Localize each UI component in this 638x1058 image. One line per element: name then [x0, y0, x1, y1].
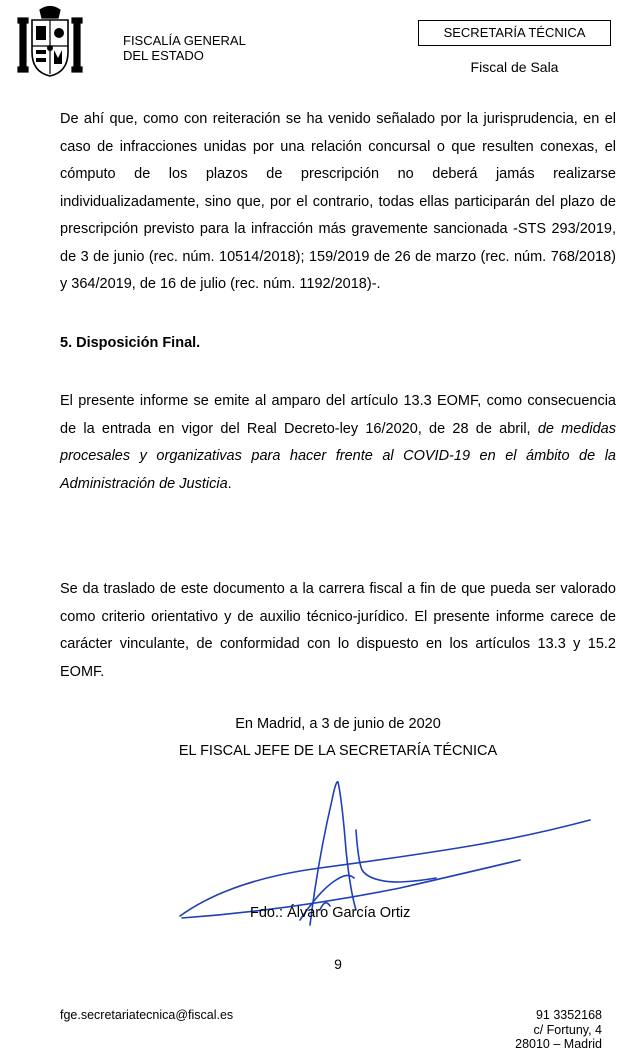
paragraph-distribution: Se da traslado de este documento a la carrera fiscal a fin de que pueda ser valorado como criterio orientativo y de auxilio técnico-jurídico. El presente informe carece de carácter vinculante, de conformidad con lo dispuesto en los artículos 13.3 y 15.2 EOMF. [60, 581, 616, 680]
footer-street: c/ Fortuny, 4 [533, 1022, 602, 1037]
paragraph-legal-basis-end: . [227, 475, 232, 492]
footer-contact [515, 1008, 602, 1052]
paragraph-legal-basis-text: El presente informe se emite al amparo del artículo 13.3 EOMF, como consecuencia de la entrada en vigor del Real Decreto-ley 16/2020, de 28 de abril, [60, 393, 616, 437]
signer-title: EL FISCAL JEFE DE LA SECRETARÍA TÉCNICA [178, 743, 498, 759]
place-and-date: En Madrid, a 3 de junio de 2020 [235, 716, 441, 732]
organization-name-line1: FISCALÍA GENERAL [123, 33, 246, 48]
department-box: SECRETARÍA TÉCNICA [418, 20, 611, 46]
page-number: 9 [334, 956, 342, 972]
footer-email: fge.secretariatecnica@fiscal.es [60, 1008, 234, 1022]
signed-by: Fdo.: Álvaro García Ortiz [250, 905, 411, 921]
footer-city: 28010 – Madrid [515, 1037, 602, 1051]
organization-name [123, 33, 246, 63]
department-subtitle: Fiscal de Sala [470, 59, 559, 75]
decree-title: de medidas procesales y organizativas para hacer frente al COVID-19 en el ámbito de la Administración de Justicia [60, 420, 616, 492]
section-heading: 5. Disposición Final. [60, 335, 201, 351]
footer-phone: 91 3352168 [535, 1008, 602, 1022]
paragraph-prescription: De ahí que, como con reiteración se ha venido señalado por la jurisprudencia, en el caso de infracciones unidas por una relación concursal o que resulten conexas, el cómputo de los plazos de prescripción no deberá jamás realizarse individualizadamente, sino que, por el contrario, todas ellas participarán del plazo de prescripción previsto para la infracción más gravemente sancionada -STS 293/2019, de 3 de junio (rec. núm. 10514/2018); 159/2019 de 26 de marzo (rec. núm. 768/2018) y 364/2019, de 16 de julio (rec. núm. 1192/2018)-. [60, 111, 616, 292]
organization-name-line2: DEL ESTADO [123, 48, 204, 63]
paragraph-legal-basis [60, 388, 616, 498]
coat-of-arms-emblem [14, 4, 86, 80]
